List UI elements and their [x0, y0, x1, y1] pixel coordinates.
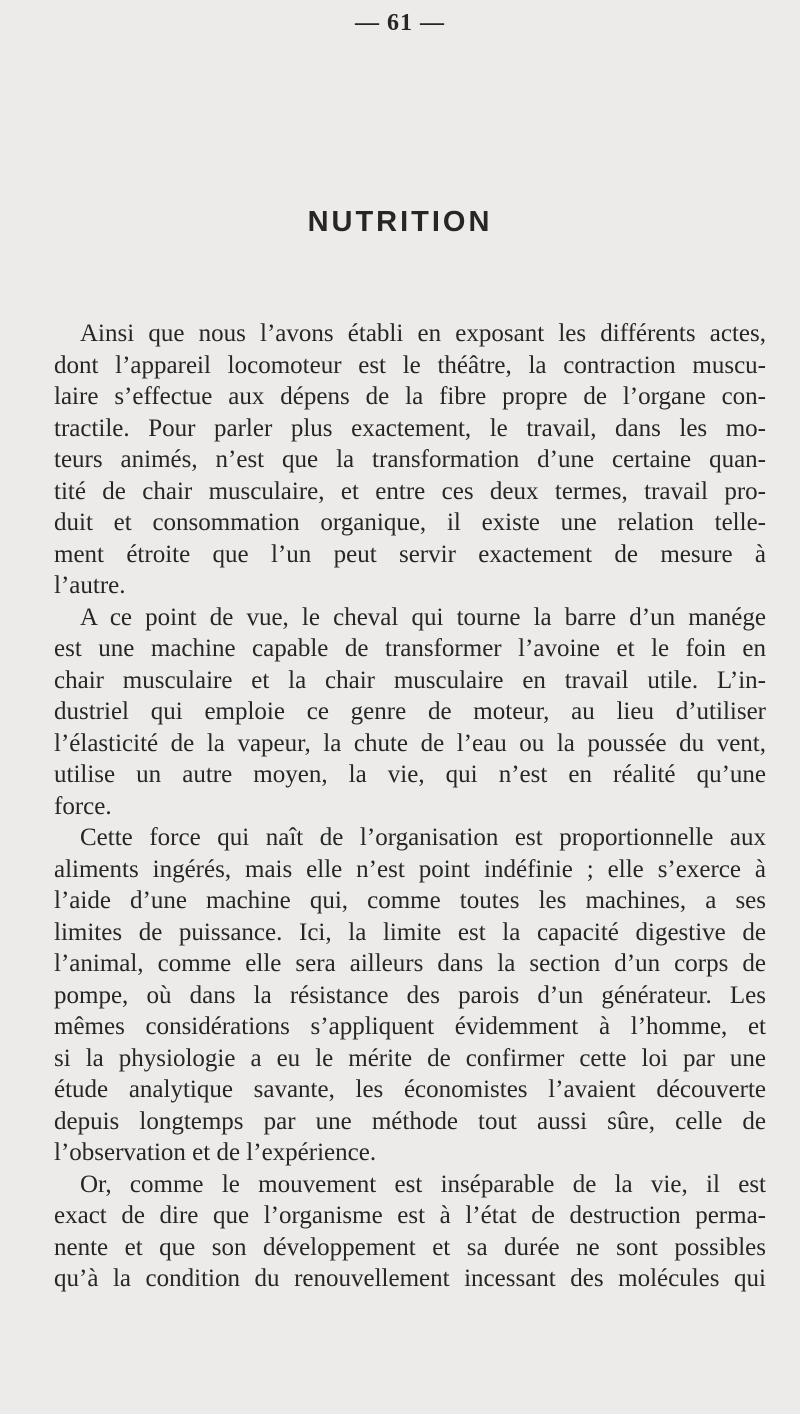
text-line: tité de chair musculaire, et entre ces deux termes, travail pro- — [54, 477, 766, 505]
text-line: Or, comme le mouvement est inséparable de la vie, il est — [80, 1170, 766, 1198]
text-line: étude analytique savante, les économistes l’avaient découverte — [54, 1076, 766, 1103]
text-line: Cette force qui naît de l’organisation est proportionnelle aux — [80, 824, 766, 851]
text-line: laire s’effectue aux dépens de la fibre propre de l’organe con- — [54, 383, 766, 410]
text-line: depuis longtemps par une méthode tout aussi sûre, celle de — [54, 1107, 766, 1135]
text-line: nente et que son développement et sa durée ne sont possibles — [54, 1233, 766, 1261]
text-line: force. — [54, 792, 112, 820]
text-line: pompe, où dans la résistance des parois d’un générateur. Les — [54, 981, 766, 1009]
text-line: teurs animés, n’est que la transformation d’une certaine quan- — [54, 446, 766, 473]
text-line: l’autre. — [54, 572, 126, 599]
text-line: qu’à la condition du renouvellement incessant des molécules qui — [54, 1265, 766, 1292]
text-line: chair musculaire et la chair musculaire en travail utile. L’in- — [54, 666, 766, 694]
text-line: exact de dire que l’organisme est à l’état de destruction perma- — [54, 1202, 766, 1229]
text-line: l’aide d’une machine qui, comme toutes les machines, a ses — [54, 887, 766, 914]
text-line: duit et consommation organique, il existe une relation telle- — [54, 509, 766, 536]
text-line: A ce point de vue, le cheval qui tourne la barre d’un manége — [80, 603, 766, 631]
page-number: — 61 — — [355, 10, 445, 36]
text-line: utilise un autre moyen, la vie, qui n’est en réalité qu’une — [54, 761, 766, 788]
text-line: tractile. Pour parler plus exactement, le travail, dans les mo- — [54, 414, 766, 442]
text-line: l’élasticité de la vapeur, la chute de l’eau ou la poussée du vent, — [54, 729, 766, 757]
text-line: l’animal, comme elle sera ailleurs dans la section d’un corps de — [54, 950, 766, 977]
body-text — [54, 318, 766, 1295]
text-line: limites de puissance. Ici, la limite est la capacité digestive de — [54, 918, 766, 946]
chapter-title: NUTRITION — [307, 206, 493, 238]
text-line: dustriel qui emploie ce genre de moteur, au lieu d’utiliser — [54, 698, 766, 725]
text-line: si la physiologie a eu le mérite de confirmer cette loi par une — [54, 1044, 766, 1072]
text-line: Ainsi que nous l’avons établi en exposant les différents actes, — [80, 320, 766, 347]
text-line: ment étroite que l’un peut servir exactement de mesure à — [54, 540, 766, 568]
text-line: est une machine capable de transformer l’avoine et le foin en — [54, 635, 766, 662]
text-line: mêmes considérations s’appliquent évidemment à l’homme, et — [54, 1013, 766, 1040]
text-line: dont l’appareil locomoteur est le théâtre, la contraction muscu- — [54, 351, 766, 379]
text-line: l’observation et de l’expérience. — [54, 1139, 377, 1166]
text-line: aliments ingérés, mais elle n’est point indéfinie ; elle s’exerce à — [54, 855, 766, 883]
